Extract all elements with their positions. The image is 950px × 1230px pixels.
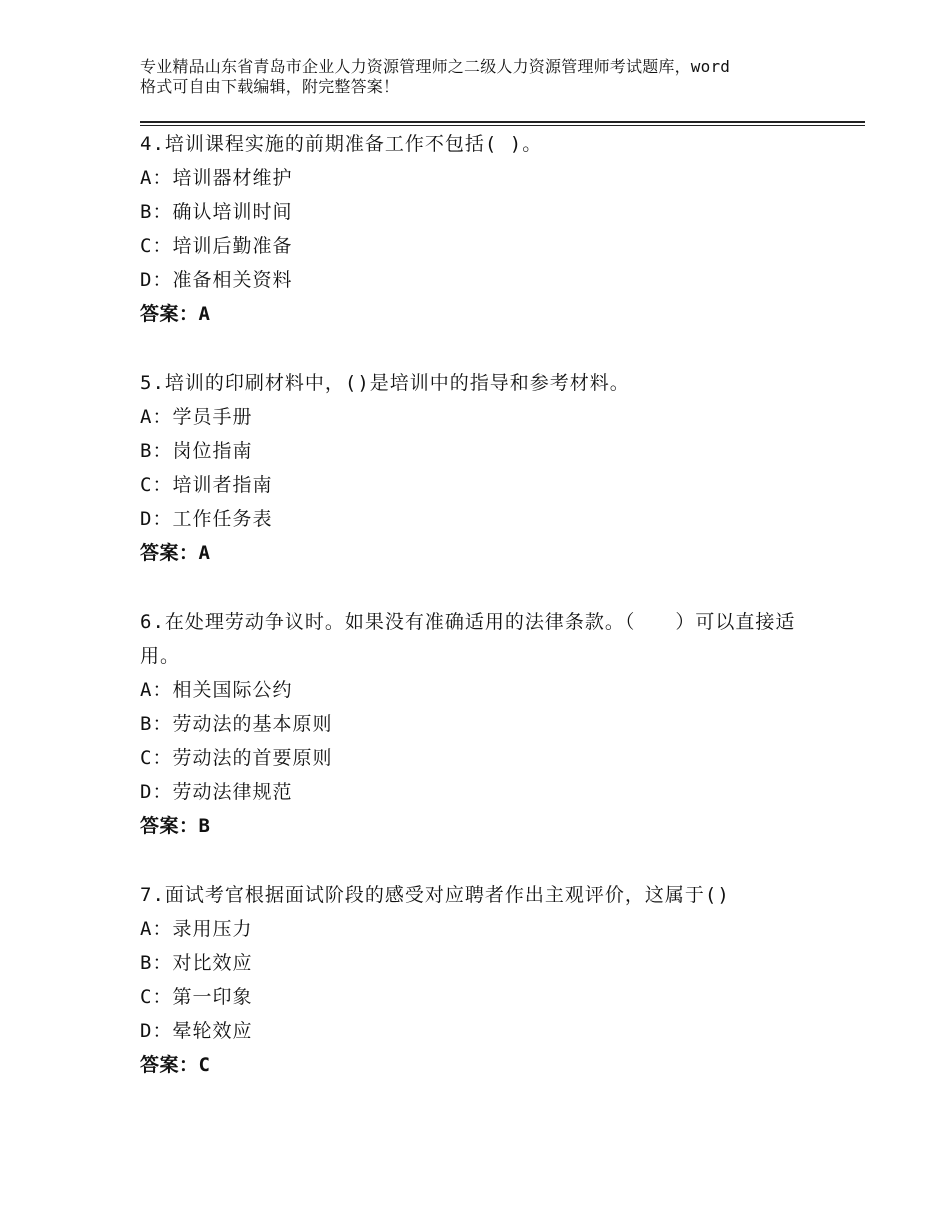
- option-b: B：岗位指南: [140, 440, 253, 462]
- option-c: C：培训者指南: [140, 474, 273, 496]
- option-c: C：劳动法的首要原则: [140, 747, 333, 769]
- answer-label: 答案：A: [140, 542, 211, 564]
- answer-label: 答案：B: [140, 815, 211, 837]
- question-7: [140, 878, 860, 1082]
- option-b: B：确认培训时间: [140, 201, 293, 223]
- header-line-2: 格式可自由下载编辑，附完整答案！: [140, 77, 400, 96]
- option-d: D：准备相关资料: [140, 269, 293, 291]
- option-a: A：学员手册: [140, 406, 253, 428]
- option-a: A：录用压力: [140, 918, 253, 940]
- option-c: C：第一印象: [140, 986, 253, 1008]
- option-c: C：培训后勤准备: [140, 235, 293, 257]
- option-a: A：培训器材维护: [140, 167, 293, 189]
- question-stem: 6.在处理劳动争议时。如果没有准确适用的法律条款。（ ）可以直接适用。: [140, 611, 796, 667]
- answer-label: 答案：C: [140, 1054, 211, 1076]
- option-b: B：劳动法的基本原则: [140, 713, 333, 735]
- answer-label: 答案：A: [140, 303, 211, 325]
- header-divider-thin: [140, 125, 865, 126]
- document-header: [140, 57, 840, 97]
- question-4: [140, 127, 860, 331]
- question-list: [140, 127, 860, 1082]
- question-stem: 4.培训课程实施的前期准备工作不包括( )。: [140, 133, 543, 155]
- header-divider-thick: [140, 121, 865, 123]
- question-stem: 7.面试考官根据面试阶段的感受对应聘者作出主观评价，这属于(): [140, 884, 730, 906]
- option-d: D：晕轮效应: [140, 1020, 253, 1042]
- question-stem: 5.培训的印刷材料中，()是培训中的指导和参考材料。: [140, 372, 630, 394]
- option-d: D：工作任务表: [140, 508, 273, 530]
- option-a: A：相关国际公约: [140, 679, 293, 701]
- option-b: B：对比效应: [140, 952, 253, 974]
- header-line-1: 专业精品山东省青岛市企业人力资源管理师之二级人力资源管理师考试题库，word: [140, 57, 731, 76]
- question-5: [140, 366, 860, 570]
- option-d: D：劳动法律规范: [140, 781, 293, 803]
- question-6: [140, 605, 860, 843]
